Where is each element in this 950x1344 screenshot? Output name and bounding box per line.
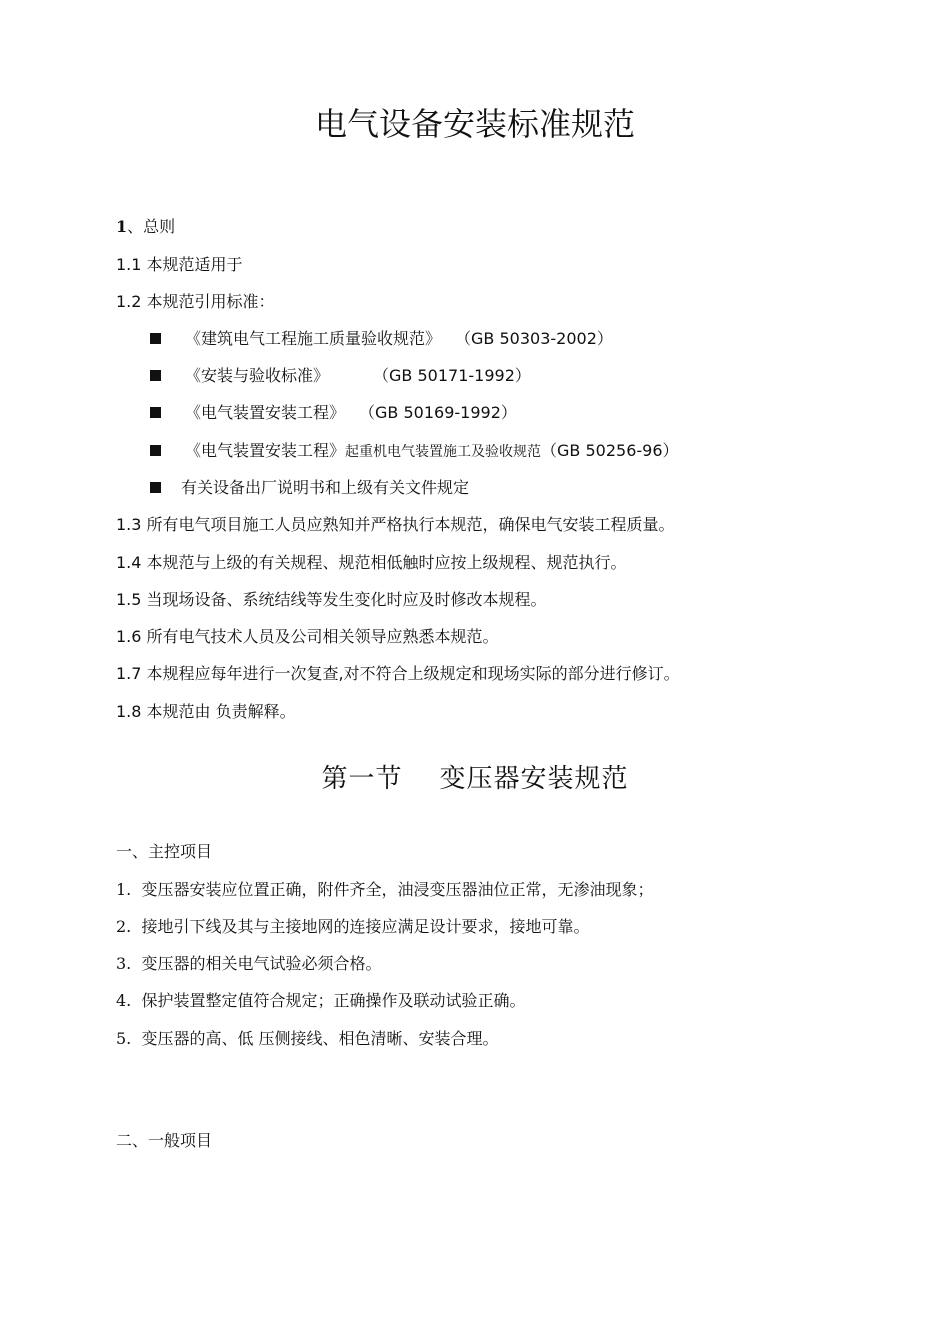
standard-name: 《建筑电气工程施工质量验收规范》 bbox=[185, 329, 442, 348]
general-heading-text: 、总则 bbox=[127, 217, 176, 236]
main-item: 4. 保护装置整定值符合规定；正确操作及联动试验正确。 bbox=[116, 991, 526, 1010]
rule-1-4: 1.4 本规范与上级的有关规程、规范相低触时应按上级规程、规范执行。 bbox=[116, 553, 627, 572]
standard-item bbox=[150, 440, 679, 463]
standard-subtitle: 起重机电气装置施工及验收规范 bbox=[345, 444, 542, 460]
standard-name: 《安装与验收标准》 bbox=[185, 366, 330, 385]
general-heading-number: 1 bbox=[116, 217, 128, 236]
rule-1-8: 1.8 本规范由 负责解释。 bbox=[116, 702, 296, 721]
rule-1-1: 1.1 本规范适用于 bbox=[116, 255, 243, 274]
standard-item bbox=[150, 365, 531, 387]
standard-code: （GB 50303-2002） bbox=[455, 329, 613, 348]
rule-1-3: 1.3 所有电气项目施工人员应熟知并严格执行本规范，确保电气安装工程质量。 bbox=[116, 515, 675, 534]
square-bullet-icon bbox=[150, 407, 161, 418]
main-item: 3. 变压器的相关电气试验必须合格。 bbox=[116, 954, 382, 973]
document-title: 电气设备安装标准规范 bbox=[314, 105, 635, 143]
standard-name: 《电气装置安装工程》 bbox=[185, 403, 346, 422]
square-bullet-icon bbox=[150, 333, 161, 344]
main-items-heading: 一、主控项目 bbox=[116, 842, 213, 861]
rule-1-5: 1.5 当现场设备、系统结线等发生变化时应及时修改本规程。 bbox=[116, 590, 547, 609]
square-bullet-icon bbox=[150, 482, 161, 493]
square-bullet-icon bbox=[150, 445, 161, 456]
standard-name: 有关设备出厂说明书和上级有关文件规定 bbox=[181, 478, 470, 497]
standard-item bbox=[150, 477, 469, 499]
standard-item bbox=[150, 402, 517, 424]
standard-item bbox=[150, 328, 613, 350]
standard-code: （GB 50169-1992） bbox=[359, 403, 517, 422]
section-title: 第一节 变压器安装规范 bbox=[321, 764, 629, 794]
standard-name: 《电气装置安装工程》 bbox=[185, 441, 346, 460]
general-heading bbox=[116, 216, 175, 238]
standard-code: （GB 50171-1992） bbox=[373, 366, 531, 385]
main-item: 2. 接地引下线及其与主接地网的连接应满足设计要求，接地可靠。 bbox=[116, 917, 590, 936]
rule-1-7: 1.7 本规程应每年进行一次复查,对不符合上级规定和现场实际的部分进行修订。 bbox=[116, 664, 680, 683]
general-items-heading: 二、一般项目 bbox=[116, 1131, 213, 1150]
standard-code: （GB 50256-96） bbox=[541, 441, 679, 460]
main-item: 1. 变压器安装应位置正确，附件齐全，油浸变压器油位正常，无渗油现象； bbox=[116, 880, 654, 899]
rule-1-2: 1.2 本规范引用标准： bbox=[116, 292, 275, 311]
square-bullet-icon bbox=[150, 370, 161, 381]
rule-1-6: 1.6 所有电气技术人员及公司相关领导应熟悉本规范。 bbox=[116, 627, 499, 646]
main-item: 5. 变压器的高、低 压侧接线、相色清晰、安装合理。 bbox=[116, 1029, 499, 1048]
